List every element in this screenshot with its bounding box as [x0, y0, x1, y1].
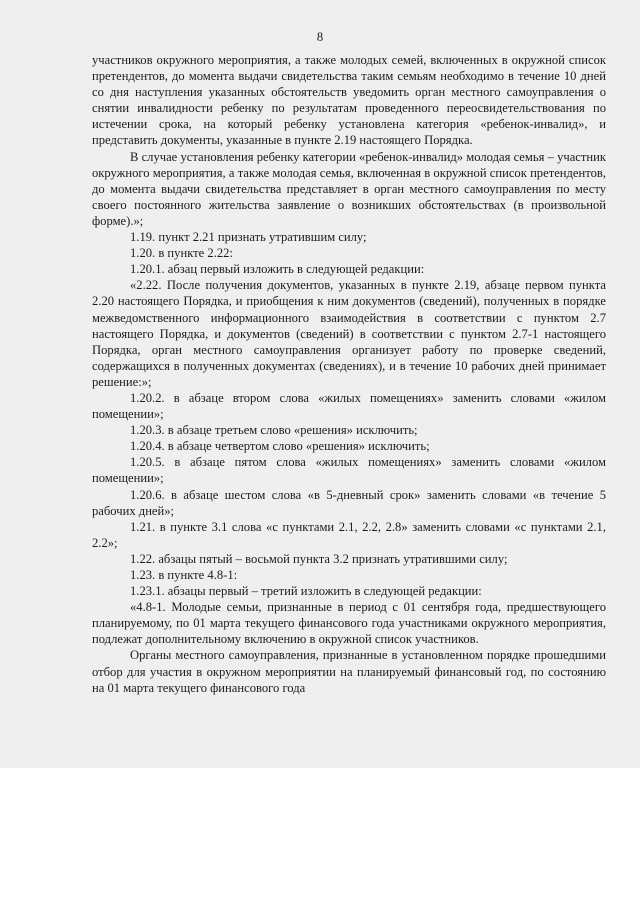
paragraph: 1.21. в пункте 3.1 слова «с пунктами 2.1, 2.2, 2.8» заменить словами «с пунктами 2.1, 2.2»; [92, 519, 606, 550]
paragraph: 1.20.3. в абзаце третьем слово «решения» исключить; [130, 423, 418, 438]
paragraph: 1.19. пункт 2.21 признать утратившим силу; [130, 230, 367, 245]
paragraph: «2.22. После получения документов, указанных в пункте 2.19, абзаце первом пункта 2.20 настоящего Порядка, и приобщения к ним документов (сведений), полученных в порядке межведомственного информационного взаимодействия в соответствии с пунктом 2.7 настоящего Порядка, и документов (сведений) в соответствии с пунктом 2.7-1 настоящего Порядка, орган местного самоуправления организует работу по проверке сведений, содержащихся в полученных документах (сведениях), и в течение 10 рабочих дней принимает решение:»; [92, 278, 606, 389]
paragraph: 1.20.1. абзац первый изложить в следующей редакции: [130, 262, 425, 277]
paragraph: 1.20.2. в абзаце втором слова «жилых помещениях» заменить словами «жилом помещении»; [92, 390, 606, 422]
paragraph: 1.23.1. абзацы первый – третий изложить в следующей редакции: [130, 584, 482, 599]
paragraph: Органы местного самоуправления, признанные в установленном порядке прошедшими отбор для участия в окружном мероприятии на планируемый финансовый год, по состоянию на 01 марта текущего финансового года [92, 648, 606, 695]
paragraph: 1.20.5. в абзаце пятом слова «жилых помещениях» заменить словами «жилом помещении»; [92, 455, 606, 486]
paragraph: 1.22. абзацы пятый – восьмой пункта 3.2 признать утратившими силу; [130, 551, 508, 566]
paragraph: «4.8-1. Молодые семьи, признанные в период с 01 сентября года, предшествующего планируемому, по 01 марта текущего финансового года участниками окружного мероприятия, подлежат дополнительному включению в окружной список участников. [92, 600, 606, 647]
paragraph: 1.20. в пункте 2.22: [130, 246, 233, 261]
paragraph: 1.20.4. в абзаце четвертом слово «решения» исключить; [130, 439, 430, 454]
page-number: 8 [316, 30, 324, 44]
paragraph: 1.23. в пункте 4.8-1: [130, 568, 238, 582]
paragraph: 1.20.6. в абзаце шестом слова «в 5-дневный срок» заменить словами «в течение 5 рабочих дней»; [92, 487, 606, 518]
document-body [92, 52, 606, 696]
paragraph: В случае установления ребенку категории «ребенок-инвалид» молодая семья – участник окружного мероприятия, а также молодая семья, включенная в окружной список претендентов, до момента выдачи свидетельства представляет в орган местного самоуправления по месту своего постоянного жительства заявление о возникших обстоятельствах (в произвольной форме).»; [92, 149, 606, 228]
paragraph: участников окружного мероприятия, а также молодых семей, включенных в окружной список претендентов, до момента выдачи свидетельства таким семьям необходимо в течение 10 дней со дня наступления указанных обстоятельств уведомить орган местного самоуправления о снятии инвалидности ребенку по результатам проведенного переосвидетельствования по истечении срока, на который ребенку установлена категория «ребенок-инвалид», и представить документы, указанные в пункте 2.19 настоящего Порядка. [92, 53, 606, 148]
